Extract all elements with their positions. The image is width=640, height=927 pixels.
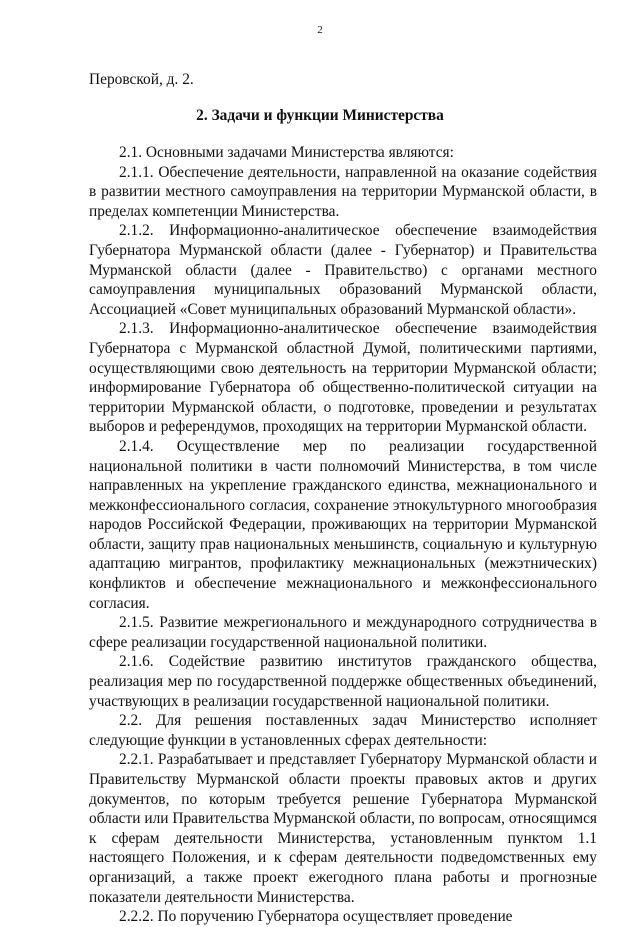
paragraph: 2.1.4. Осуществление мер по реализации государственной национальной политики в части полномочий Министерства, в том числе направленных на укрепление гражданского единства, межнационального и межконфессионального согласия, сохранение этнокультурного многообразия народов Российской Федерации, проживающих на территории Мурманской области, защиту прав национальных меньшинств, социальную и культурную адаптацию мигрантов, профилактику межнациональных (межэтнических) конфликтов и обеспечение межнационального и межконфессионального согласия. — [89, 437, 597, 612]
paragraph: 2.1.2. Информационно-аналитическое обеспечение взаимодействия Губернатора Мурманской области (далее - Губернатор) и Правительства Мурманской области (далее - Правительство) с органами местного самоуправления муниципальных образований Мурманской области, Ассоциацией «Совет муниципальных образований Мурманской области». — [89, 222, 597, 318]
paragraph: 2.2.2. По поручению Губернатора осуществляет проведение — [119, 908, 513, 926]
paragraph: 2.1.6. Содействие развитию институтов гражданского общества, реализация мер по государственной поддержке общественных объединений, участвующих в реализации государственной национальной политики. — [89, 653, 597, 710]
paragraph: 2.1.5. Развитие межрегионального и международного сотрудничества в сфере реализации государственной национальной политики. — [89, 614, 597, 651]
paragraph: 2.1.1. Обеспечение деятельности, направленной на оказание содействия в развитии местного самоуправления на территории Мурманской области, в пределах компетенции Министерства. — [89, 163, 597, 220]
lead-line: Перовской, д. 2. — [89, 71, 194, 88]
body-text — [89, 143, 597, 927]
page-number: 2 — [317, 24, 323, 36]
paragraph: 2.2.1. Разрабатывает и представляет Губернатору Мурманской области и Правительству Мурманской области проекты правовых актов и других документов, по которым требуется решение Губернатора Мурманской области или Правительства Мурманской области, по вопросам, относящимся к сферам деятельности Министерства, установленным пунктом 1.1 настоящего Положения, и к сферам деятельности подведомственных ему организаций, а также проект ежегодного плана работы и прогнозные показатели деятельности Министерства. — [89, 751, 597, 906]
paragraph: 2.2. Для решения поставленных задач Министерство исполняет следующие функции в установленных сферах деятельности: — [89, 712, 597, 749]
section-heading: 2. Задачи и функции Министерства — [196, 107, 444, 124]
paragraph: 2.1. Основными задачами Министерства являются: — [119, 144, 454, 161]
paragraph: 2.1.3. Информационно-аналитическое обеспечение взаимодействия Губернатора с Мурманской областной Думой, политическими партиями, осуществляющими свою деятельность на территории Мурманской области; информирование Губернатора об общественно-политической ситуации на территории Мурманской области, о подготовке, проведении и результатах выборов и референдумов, проходящих на территории Мурманской области. — [89, 320, 597, 436]
